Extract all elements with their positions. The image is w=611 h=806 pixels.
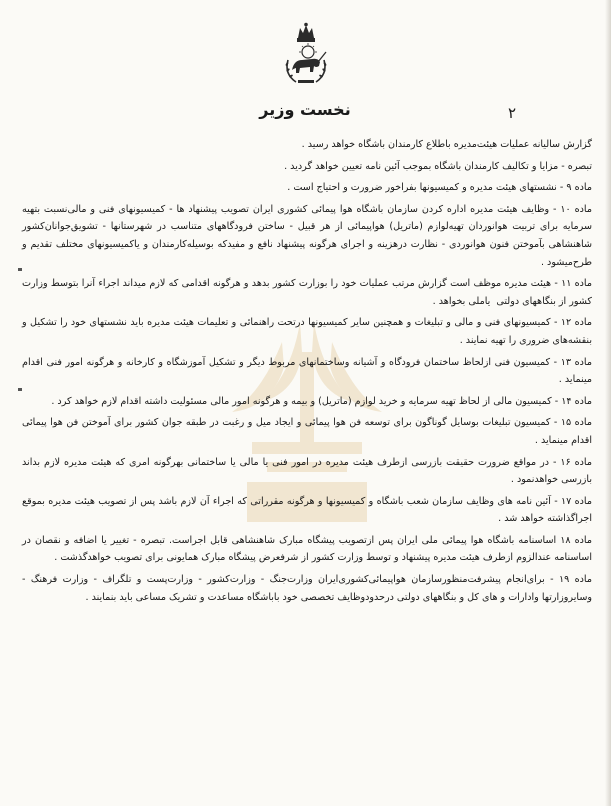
paragraph-article-16: ماده ۱۶ - در مواقع ضرورت حقیقت بازرسی ازطرف هیئت مدیره در امور فنی یا مالی یا ساختمانی بهرگونه امری که هیئت مدیره لازم بداند بازرسی خواهدنمود . <box>22 456 592 486</box>
paragraph-article-9: ماده ۹ - نشستهای هیئت مدیره و کمیسیونها بفراخور ضرورت و احتیاج است . <box>287 182 592 194</box>
paragraph-note-staff-benefits: تبصره - مزایا و تکالیف کارمندان باشگاه بموجب آئین نامه تعیین خواهد گردید . <box>284 160 592 172</box>
paragraph-article-10: ماده ۱۰ - وظایف هیئت مدیره اداره کردن سازمان باشگاه هوا پیمائی کشوری ایران تصویب پیشنهاد ها - کمیسیونهای فنی و مالی‌نسبت بتهیه سرمایه برای تربیت هوانوردان تهیه‌لوازم (ماتریل) هواپیمائی از هر قبیل - ساختن فرودگاههای متناسب در شهرستانها - تشویق‌جوانان‌کشور شاهنشاهی بآموختن فنون هوانوردی - نظارت درهزینه و اجرای هرگونه پیشنهاد نافع و مفیدکه بوسیله‌کارمندان و یاکمیسیونهای مختلف تقدیم و طرح‌میشود . <box>22 203 592 268</box>
scan-edge-shadow <box>605 0 611 806</box>
paragraph-report-notice: گزارش سالیانه عملیات هیئت‌مدیره باطلاع کارمندان باشگاه خواهد رسید . <box>301 139 592 150</box>
paragraph-article-14: ماده ۱۴ - کمیسیون مالی از لحاظ تهیه سرمایه و خرید لوازم (ماتریل) و بیمه و هرگونه امور مالی مسئولیت داشته اقدام لازم خواهد کرد . <box>51 395 592 407</box>
paragraph-article-19: ماده ۱۹ - برای‌انجام پیشرفت‌منظورسازمان هواپیمائی‌کشوری‌ایران وزارت‌جنگ - وزارت‌کشور - وزارت‌پست و تلگراف - وزارت فرهنگ - وسایروزارتها وادارات و هاى کل و بنگاههای دولتی درحدودوظایف تخصصی خود باباشگاه مساعدت و تشریک مساعی باید بنمایند . <box>22 574 592 603</box>
page-title: نخست وزیر <box>259 100 351 119</box>
paragraph-article-13: ماده ۱۳ - کمیسیون فنی ازلحاظ ساختمان فرودگاه و آشیانه وساختمانهای مربوط دیگر و تشکیل آموزشگاه و کارخانه و هرگونه امور فنی اقدام مینماید . <box>22 356 592 386</box>
document-body <box>22 136 592 610</box>
margin-mark <box>18 268 22 271</box>
page-number: ۲ <box>508 104 517 122</box>
margin-mark <box>18 388 22 391</box>
paragraph-article-18: ماده ۱۸ اساسنامه باشگاه هوا پیمائی ملی ایران پس ازتصویب پیشگاه مبارک شاهنشاهی قابل اجراست. تبصره - تغییر یا اضافه و نقصان در اساسنامه عندالزوم ازطرف هیئت مدیره پیشنهاد و توسط وزارت کشور از شرفعرض پیشگاه مبارک همایونی برای تصویب خواهدگذشت . <box>22 534 592 564</box>
paragraph-article-15: ماده ۱۵ - کمیسیون تبلیغات بوسایل گوناگون برای توسعه فن هوا پیمائی و ایجاد میل و رغبت در طبقه جوان کشور برای آموختن فن هوا پیمائی اقدام مینماید . <box>22 417 592 446</box>
paragraph-article-11: ماده ۱۱ - هیئت مدیره موظف است گزارش مرتب عملیات خود را بوزارت کشور بدهد و هرگونه اقدامی که لازم میداند اجراء آنرا بتوسط وزارت کشور از بنگاههای دولتی ‌ یاملی بخواهد . <box>22 278 592 307</box>
paragraph-article-12: ماده ۱۲ - کمیسیونهای فنی و مالی و تبلیغات و همچنین سایر کمیسیونها درتحت راهنمائی و تعلیمات هیئت مدیره باید نشستهای خود را تشکیل و بنقشه‌های ضروری را تهیه نمایند . <box>22 317 592 346</box>
paragraph-article-17: ماده ۱۷ - آئین نامه های وظایف سازمان شعب باشگاه و کمیسیونها و هرگونه مقرراتی که اجراء آن لازم باشد پس از تصویب هیئت مدیره بموقع اجراگذاشته خواهد شد . <box>22 495 592 525</box>
lion-and-sun-emblem-icon <box>278 22 334 88</box>
